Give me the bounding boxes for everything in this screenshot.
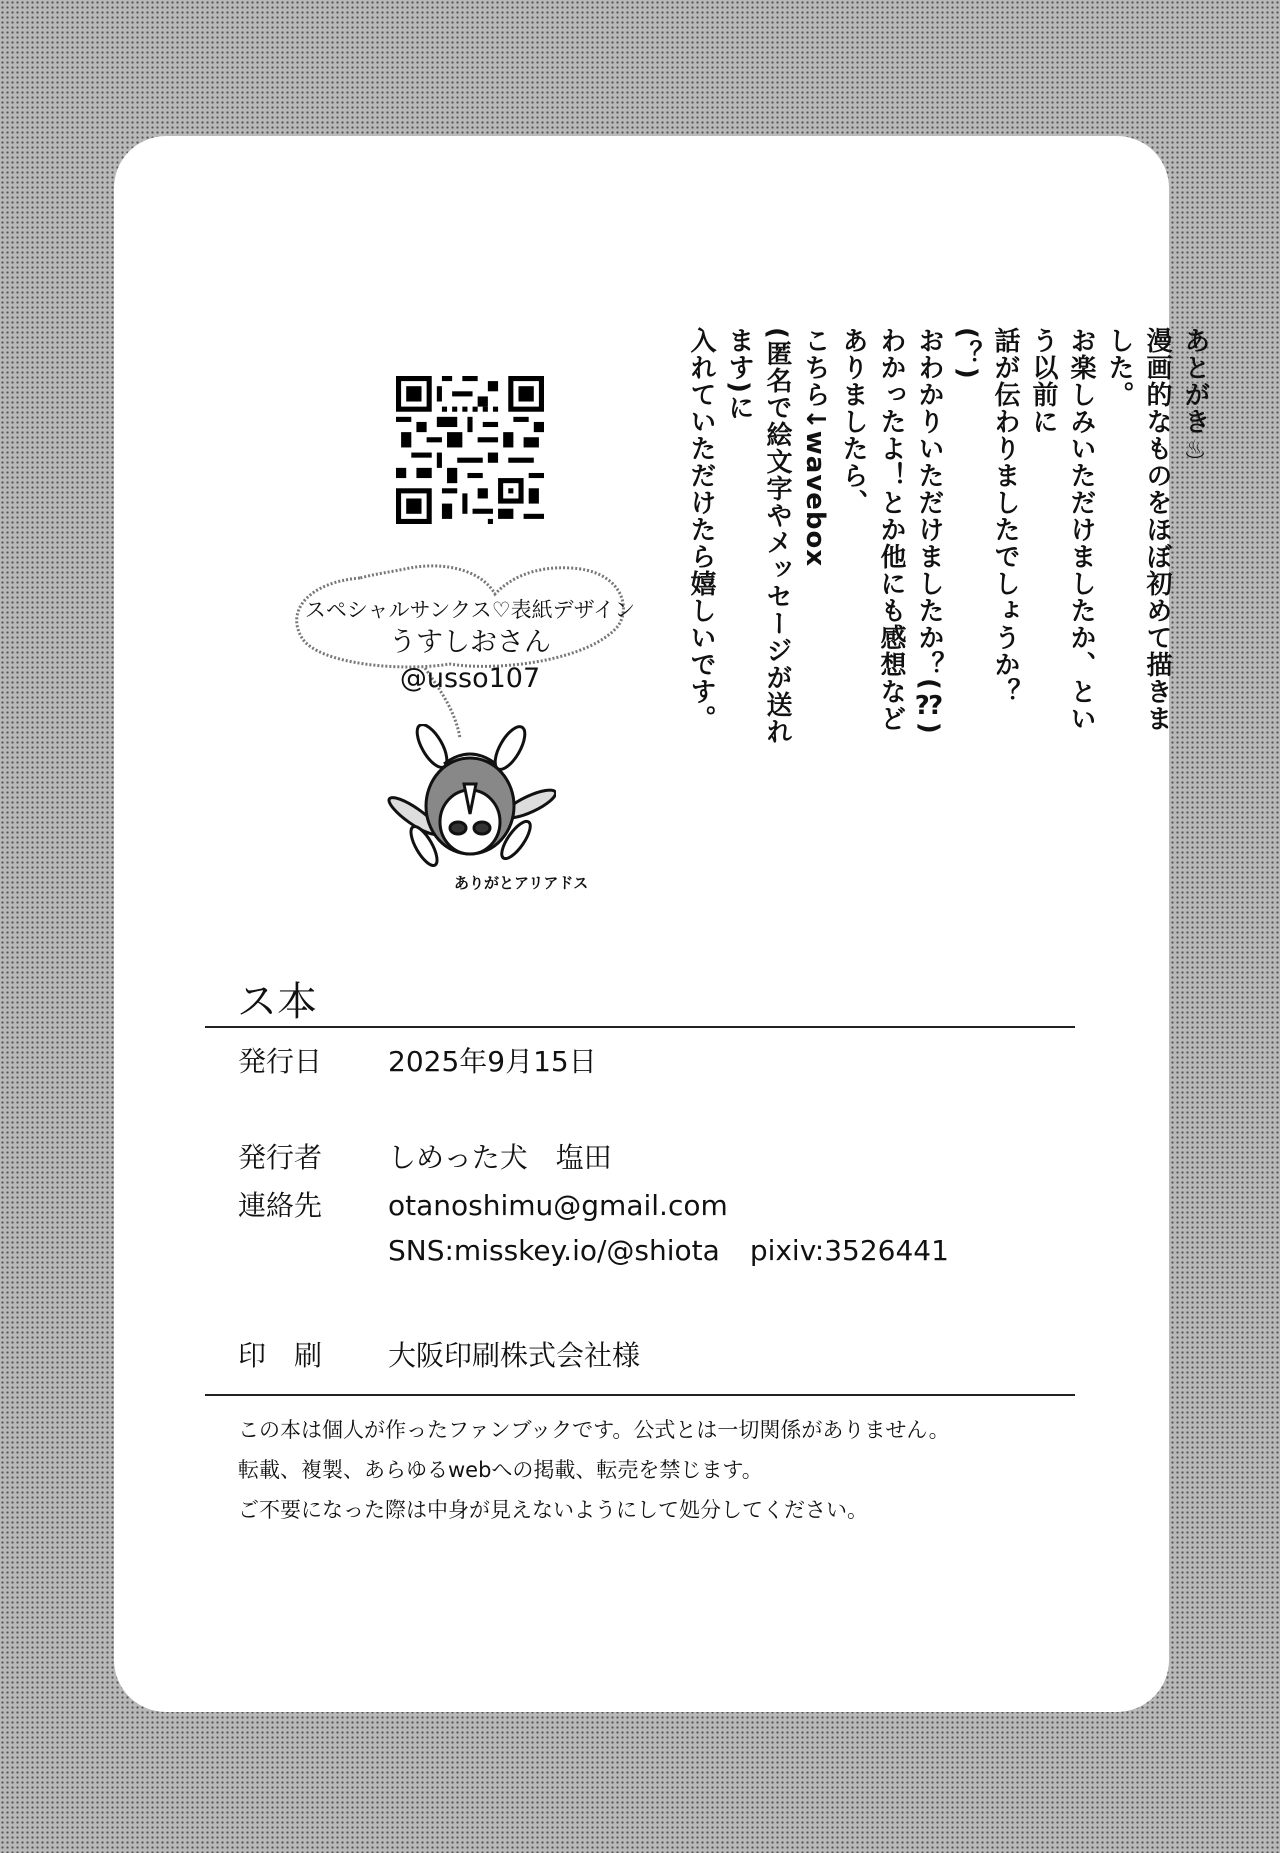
afterword-line: あとがき♨	[1180, 327, 1210, 466]
special-thanks	[270, 596, 670, 696]
sns-row	[238, 1234, 949, 1267]
publisher-row	[238, 1136, 612, 1176]
qr-code-icon[interactable]	[396, 376, 544, 524]
illustration-caption: ありがとアリアドス	[454, 874, 589, 892]
pixiv-id[interactable]: pixiv:3526441	[749, 1234, 949, 1267]
afterword-line: こちら↓wavebox	[800, 327, 830, 568]
afterword-line: 話が伝わりましたでしょうか？(？)	[952, 327, 1020, 705]
disclaimer-line: この本は個人が作ったファンブックです。公式とは一切関係がありません。	[238, 1418, 950, 1442]
afterword-line: 入れていただけたら嬉しいです。	[686, 327, 716, 732]
book-title: ス本	[237, 979, 317, 1025]
designer-handle: @usso107	[399, 663, 541, 694]
divider-bottom	[205, 1394, 1075, 1396]
thanks-heading: スペシャルサンクス♡表紙デザイン	[304, 598, 636, 622]
disclaimer-line: ご不要になった際は中身が見えないようにして処分してください。	[238, 1498, 868, 1522]
afterword-line: わかったよ！とか他にも感想などありましたら、	[838, 327, 906, 732]
printer-label: 印 刷	[238, 1339, 323, 1372]
contact-label: 連絡先	[238, 1189, 323, 1222]
afterword-line: (匿名で絵文字やメッセージが送れます)に	[724, 327, 792, 745]
afterword-line: おわかりいただけましたか？(⁇)	[914, 327, 944, 735]
printer-name: 大阪印刷株式会社様	[388, 1339, 641, 1372]
afterword-text	[682, 327, 1214, 757]
printer-row	[238, 1334, 640, 1374]
divider-top	[205, 1026, 1075, 1028]
contact-email[interactable]: otanoshimu@gmail.com	[388, 1189, 728, 1222]
publisher-name: しめった犬 塩田	[388, 1141, 612, 1174]
issue-date: 2025年9月15日	[388, 1045, 597, 1078]
contact-row	[238, 1184, 728, 1224]
issue-date-label: 発行日	[238, 1045, 323, 1078]
spider-character-icon	[384, 724, 556, 874]
sns-handle[interactable]: SNS:misskey.io/@shiota	[388, 1234, 720, 1267]
afterword-line: 漫画的なものをほぼ初めて描きました。	[1104, 327, 1172, 732]
afterword-line: お楽しみいただけましたか、という以前に	[1028, 327, 1096, 732]
disclaimer-line: 転載、複製、あらゆるwebへの掲載、転売を禁じます。	[238, 1458, 763, 1482]
designer-name: うすしおさん	[389, 627, 551, 658]
publisher-label: 発行者	[238, 1141, 323, 1174]
issue-date-row	[238, 1040, 597, 1080]
